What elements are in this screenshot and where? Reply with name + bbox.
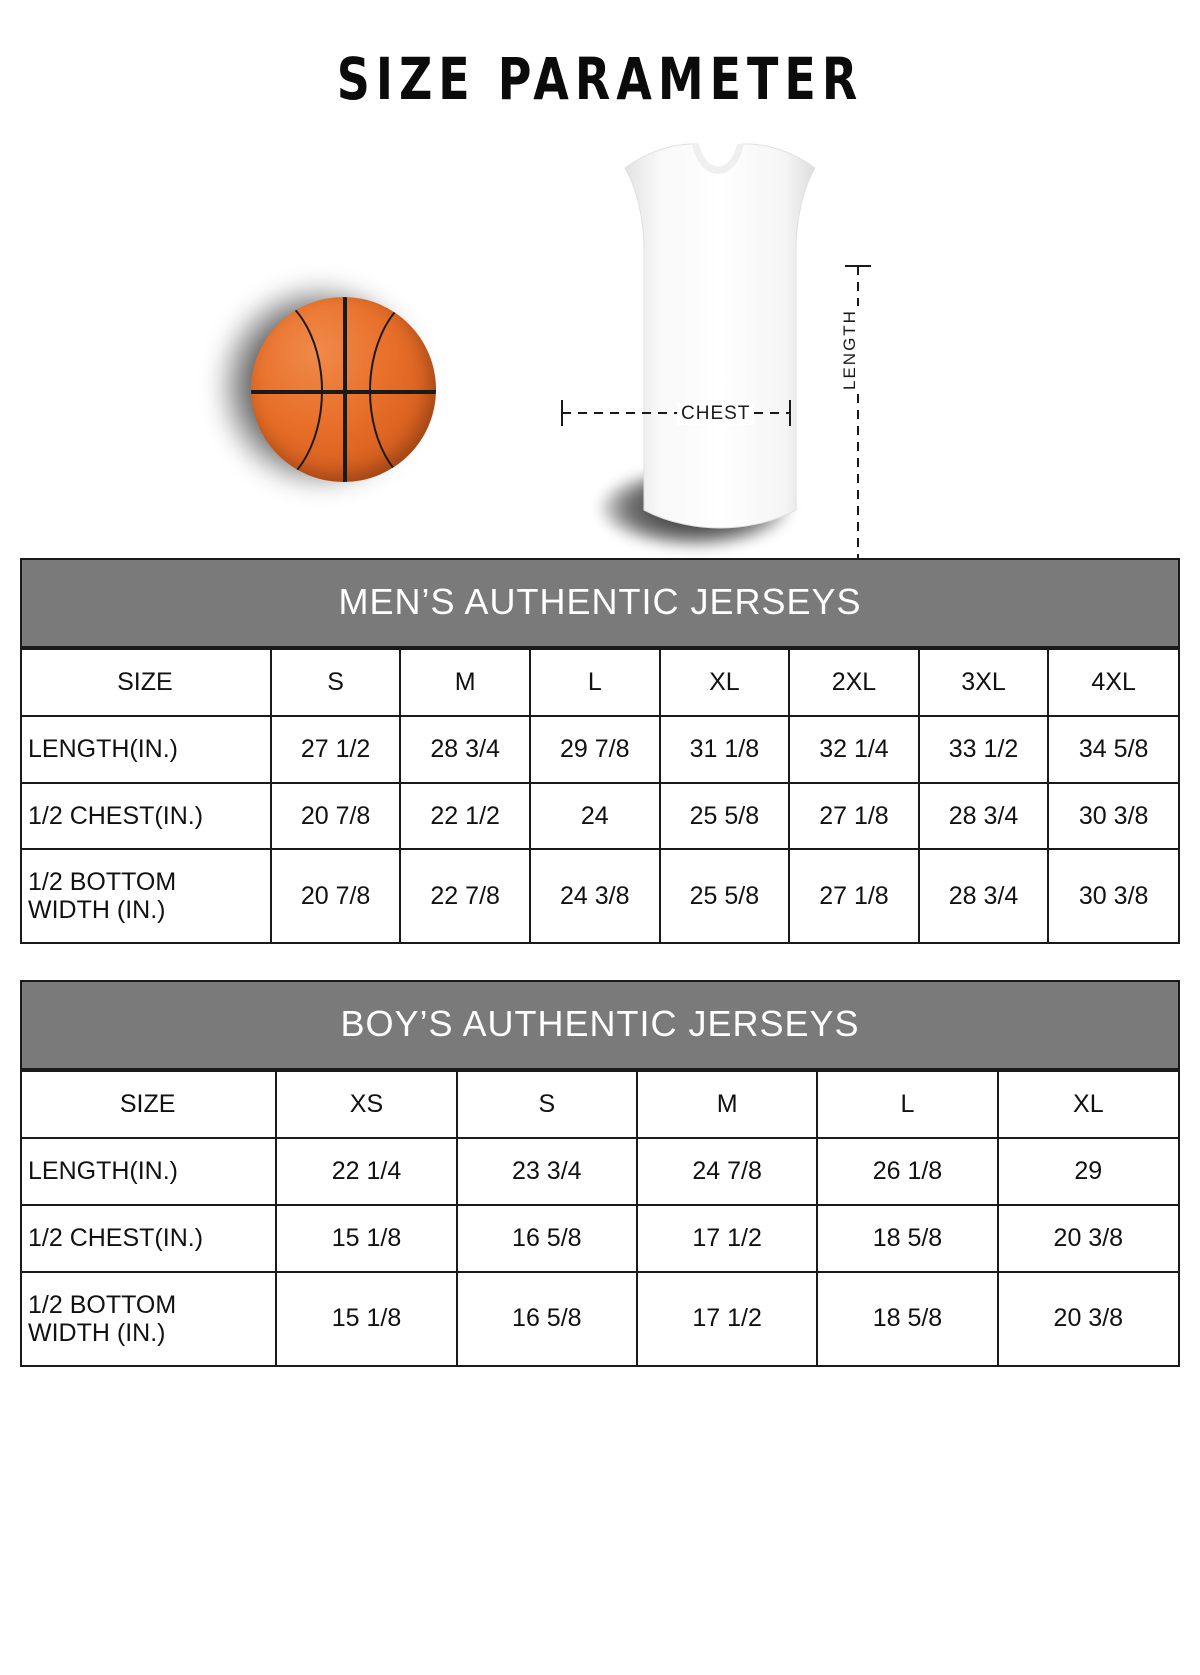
cell-value: 28 3/4 <box>919 783 1049 850</box>
row-label-half-bottom-width <box>22 1272 276 1365</box>
mens-table-heading: MEN’S AUTHENTIC JERSEYS <box>22 560 1178 648</box>
cell-value: 16 5/8 <box>457 1272 637 1365</box>
cell-value: 29 <box>998 1138 1178 1205</box>
mens-size-table <box>22 648 1178 942</box>
column-header-xl: XL <box>998 1071 1178 1138</box>
column-header-xl: XL <box>660 649 790 716</box>
cell-value: 18 5/8 <box>817 1272 997 1365</box>
row-label-line2: WIDTH (IN.) <box>28 1318 166 1347</box>
column-header-s: S <box>271 649 401 716</box>
basketball-illustration <box>215 273 455 513</box>
basketball-icon <box>251 297 436 482</box>
column-header-3xl: 3XL <box>919 649 1049 716</box>
cell-value: 27 1/2 <box>271 716 401 783</box>
cell-value: 17 1/2 <box>637 1205 817 1272</box>
cell-value: 27 1/8 <box>789 783 919 850</box>
cell-value: 16 5/8 <box>457 1205 637 1272</box>
cell-value: 30 3/8 <box>1048 849 1178 942</box>
cell-value: 15 1/8 <box>276 1205 456 1272</box>
cell-value: 22 1/4 <box>276 1138 456 1205</box>
cell-value: 20 7/8 <box>271 849 401 942</box>
table-row <box>22 783 1178 850</box>
jersey-shape-icon <box>540 138 920 558</box>
cell-value: 32 1/4 <box>789 716 919 783</box>
chest-measure-label: CHEST <box>677 403 754 425</box>
cell-value: 24 3/8 <box>530 849 660 942</box>
column-header-s: S <box>457 1071 637 1138</box>
cell-value: 33 1/2 <box>919 716 1049 783</box>
cell-value: 29 7/8 <box>530 716 660 783</box>
cell-value: 22 7/8 <box>400 849 530 942</box>
column-header-2xl: 2XL <box>789 649 919 716</box>
table-row <box>22 1138 1178 1205</box>
cell-value: 25 5/8 <box>660 849 790 942</box>
page-title: SIZE PARAMETER <box>336 45 864 113</box>
table-row <box>22 716 1178 783</box>
jersey-illustration <box>540 138 920 558</box>
cell-value: 31 1/8 <box>660 716 790 783</box>
cell-value: 34 5/8 <box>1048 716 1178 783</box>
row-label-half-chest: 1/2 CHEST(IN.) <box>22 783 271 850</box>
column-header-xs: XS <box>276 1071 456 1138</box>
table-row <box>22 1071 1178 1138</box>
column-header-size: SIZE <box>22 649 271 716</box>
cell-value: 20 3/8 <box>998 1205 1178 1272</box>
table-row <box>22 849 1178 942</box>
cell-value: 23 3/4 <box>457 1138 637 1205</box>
column-header-m: M <box>637 1071 817 1138</box>
mens-size-table-block <box>20 558 1180 944</box>
column-header-4xl: 4XL <box>1048 649 1178 716</box>
length-measure-label: LENGTH <box>838 306 862 393</box>
row-label-length: LENGTH(IN.) <box>22 716 271 783</box>
column-header-l: L <box>530 649 660 716</box>
cell-value: 26 1/8 <box>817 1138 997 1205</box>
cell-value: 18 5/8 <box>817 1205 997 1272</box>
cell-value: 28 3/4 <box>919 849 1049 942</box>
row-label-line1: 1/2 BOTTOM <box>28 1290 177 1319</box>
boys-size-table-block <box>20 980 1180 1366</box>
table-row <box>22 649 1178 716</box>
illustration-area <box>0 128 1200 558</box>
column-header-l: L <box>817 1071 997 1138</box>
cell-value: 25 5/8 <box>660 783 790 850</box>
cell-value: 24 <box>530 783 660 850</box>
cell-value: 22 1/2 <box>400 783 530 850</box>
cell-value: 20 3/8 <box>998 1272 1178 1365</box>
column-header-size: SIZE <box>22 1071 276 1138</box>
cell-value: 17 1/2 <box>637 1272 817 1365</box>
row-label-line1: 1/2 BOTTOM <box>28 868 177 897</box>
table-row <box>22 1272 1178 1365</box>
cell-value: 24 7/8 <box>637 1138 817 1205</box>
boys-size-table <box>22 1070 1178 1364</box>
ball-seam-right-curve <box>369 297 436 482</box>
cell-value: 27 1/8 <box>789 849 919 942</box>
row-label-line2: WIDTH (IN.) <box>28 896 166 925</box>
row-label-length: LENGTH(IN.) <box>22 1138 276 1205</box>
cell-value: 28 3/4 <box>400 716 530 783</box>
row-label-half-bottom-width <box>22 849 271 942</box>
row-label-half-chest: 1/2 CHEST(IN.) <box>22 1205 276 1272</box>
cell-value: 30 3/8 <box>1048 783 1178 850</box>
boys-table-heading: BOY’S AUTHENTIC JERSEYS <box>22 982 1178 1070</box>
cell-value: 15 1/8 <box>276 1272 456 1365</box>
table-row <box>22 1205 1178 1272</box>
column-header-m: M <box>400 649 530 716</box>
ball-seam-left-curve <box>251 297 323 482</box>
cell-value: 20 7/8 <box>271 783 401 850</box>
